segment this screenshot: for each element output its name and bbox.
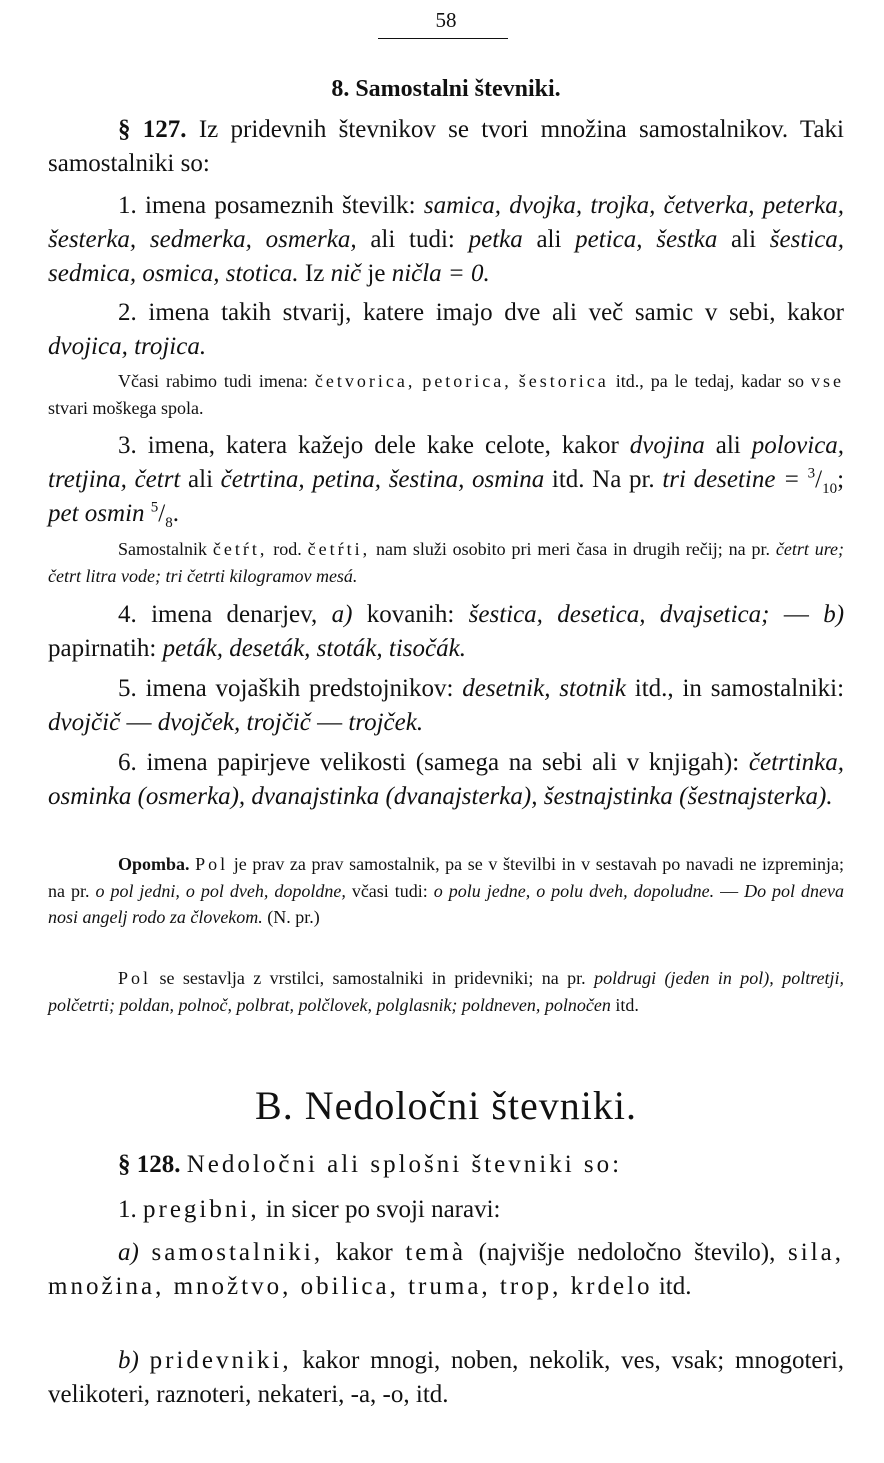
spaced-word: Pol [195,854,229,874]
item-lead: papirnatih: [48,635,157,662]
sub-label: b) [823,601,845,628]
connector: itd. [658,1273,692,1300]
connector: itd. Na pr. [551,466,655,493]
note-text: nam služi osobito pri meri časa in drugih rečij; na pr. [375,539,770,559]
item-number: 5. [118,675,137,702]
note-text: rod. [273,539,302,559]
item-number: 6. [118,749,137,776]
connector: ali [536,226,562,253]
connector: Iz [304,260,325,287]
item-number: 2. [118,299,137,326]
example: četrt ure; četrt litra vode; tri četrti kilogramov mesá. [48,539,845,586]
item-number: 1. [118,192,137,219]
example: četrtina, petina, šestina, osmina [220,466,545,493]
list-item-5 [48,672,844,740]
page-number: 58 [435,8,457,32]
example: dvojica, trojica. [48,333,207,360]
sub-label: a) [118,1239,139,1266]
sub-label: b) [118,1347,139,1374]
item-number: 4. [118,601,137,628]
connector: . [172,500,179,527]
item-number: 1. [118,1196,137,1223]
note-text: Včasi rabimo tudi imena: [118,371,308,391]
list-item-b1 [48,1193,844,1227]
example: petica, šestka [575,226,718,253]
item-number: 3. [118,432,137,459]
note-text: itd., pa le tedaj, kadar so [615,371,805,391]
paragraph-marker: § 128. [118,1151,181,1178]
connector: ; [837,466,845,493]
item-lead: imena papirjeve velikosti (samega na sebi ali v knjigah): [146,749,740,776]
connector: itd., in samostalniki: [634,675,845,702]
spaced-word: temà [405,1239,466,1266]
example: dvojček, trojčič [157,709,311,736]
remark-1 [48,851,844,931]
list-item-6 [48,746,844,814]
note-text: stvari moškega spola. [48,397,204,418]
item-lead: imena posameznih številk: [145,192,416,219]
paragraph-text: Iz pridevnih števnikov se tvori množina samostalnikov. Taki samostalniki so: [48,116,844,177]
note-text: Samostalnik [118,539,207,559]
remark-2 [48,965,844,1018]
note-item-2 [48,368,844,421]
paragraph-text: Nedoločni ali splošni števniki so: [186,1151,623,1178]
item-lead: kakor mnogi, noben, nekolik, ves, vsak; mnogoteri, velikoteri, raznoteri, nekateri, -a, -o, itd. [48,1347,845,1408]
spaced-word: četŕt, [212,539,268,559]
item-lead: imena takih stvarij, katere imajo dve ali več samic v sebi, kakor [148,299,844,326]
example: polovica, tretjina, četrt [48,432,845,493]
item-lead: imena vojaških predstojnikov: [145,675,454,702]
example: o pol jedni, o pol dveh, dopoldne, [95,880,346,901]
spaced-word: četvorica, [314,371,416,391]
spaced-word: samostalniki, [151,1239,324,1266]
connector: ali [731,226,757,253]
item-lead: kovanih: [366,601,455,628]
example: poldrugi (jeden in pol), poltretji, polčetrti; poldan, polnoč, polbrat, polčlovek, polglasnik; poldneven, polnočen [48,968,845,1015]
fraction: $^3/_{10}$ [807,465,838,497]
example: peták, deseták, stoták, tisočák. [162,635,466,662]
spaced-word: četŕti, [307,539,371,559]
example: dvojčič [48,709,121,736]
item-lead: imena, katera kažejo dele kake celote, kakor [147,432,619,459]
item-lead: (najvišje nedoločno število), [478,1239,776,1266]
remark-text: se sestavlja z vrstilci, samostalniki in pridevniki; na pr. [159,968,586,988]
example: nič [330,260,362,287]
sub-label: a) [331,601,353,628]
paragraph-128 [48,1148,844,1182]
example: o polu jedne, o polu dveh, dopoludne. [433,880,715,901]
list-item-ba [48,1236,844,1304]
section-title: 8. Samostalni števniki. [331,76,561,102]
spaced-word: sila, množina, množtvo, obilica, truma, trop, krdelo [48,1239,845,1300]
example: desetnik, stotnik [462,675,626,702]
item-lead: imena denarjev, [151,601,318,628]
example: šestica, sedmica, osmica, stotica. [48,226,845,287]
paragraph-marker: § 127. [118,116,187,143]
list-item-bb [48,1344,844,1412]
list-item-4 [48,598,844,666]
spaced-word: vse [811,371,845,391]
connector: ali tudi: [370,226,455,253]
example: pet osmin [48,500,145,527]
example: samica, dvojka, trojka, četverka, peterka, šesterka, sedmerka, osmerka, [48,192,845,253]
example: ničla = 0. [391,260,490,287]
dash: — [317,709,343,736]
list-item-1 [48,189,844,291]
example: četrtinka, osminka (osmerka), dvanajstinka (dvanajsterka), šestnajstinka (šestnajsterka). [48,749,844,810]
spaced-word: petorica, [422,371,512,391]
connector: kakor [335,1239,393,1266]
example: trojček. [348,709,424,736]
dash: — [126,709,152,736]
list-item-2 [48,296,844,364]
remark-text: je prav za prav samostalnik, pa se v številbi in v sestavah po navadi ne izpreminja; na pr. [48,854,845,901]
connector: ali [715,432,741,459]
example: dvojina [629,432,705,459]
spaced-word: pridevniki, [149,1347,292,1374]
paragraph-127 [48,113,844,181]
dash: — [783,601,809,628]
example: šestica, desetica, dvajsetica; [468,601,770,628]
fraction: $^5/_8$ [150,499,173,531]
list-item-3 [48,429,844,531]
note-item-3 [48,536,844,589]
example: tri desetine = [662,466,800,493]
spaced-word: Pol [118,968,152,988]
spaced-word: pregibni, [143,1196,260,1223]
spaced-word: šestorica [518,371,609,391]
connector: je [367,260,386,287]
source-citation: (N. pr.) [267,907,320,927]
example: Do pol dneva nosi angelj rodo za človekom. [48,880,845,927]
example: petka [468,226,523,253]
remark-label: Opomba. [118,854,190,874]
header-rule [378,38,508,39]
item-lead: in sicer po svoji naravi: [265,1196,501,1223]
remark-text: včasi tudi: [351,880,428,901]
dash: — [720,880,739,901]
remark-text: itd. [615,994,639,1015]
connector: ali [188,466,214,493]
chapter-heading: B. Nedoločni števniki. [255,1083,637,1128]
